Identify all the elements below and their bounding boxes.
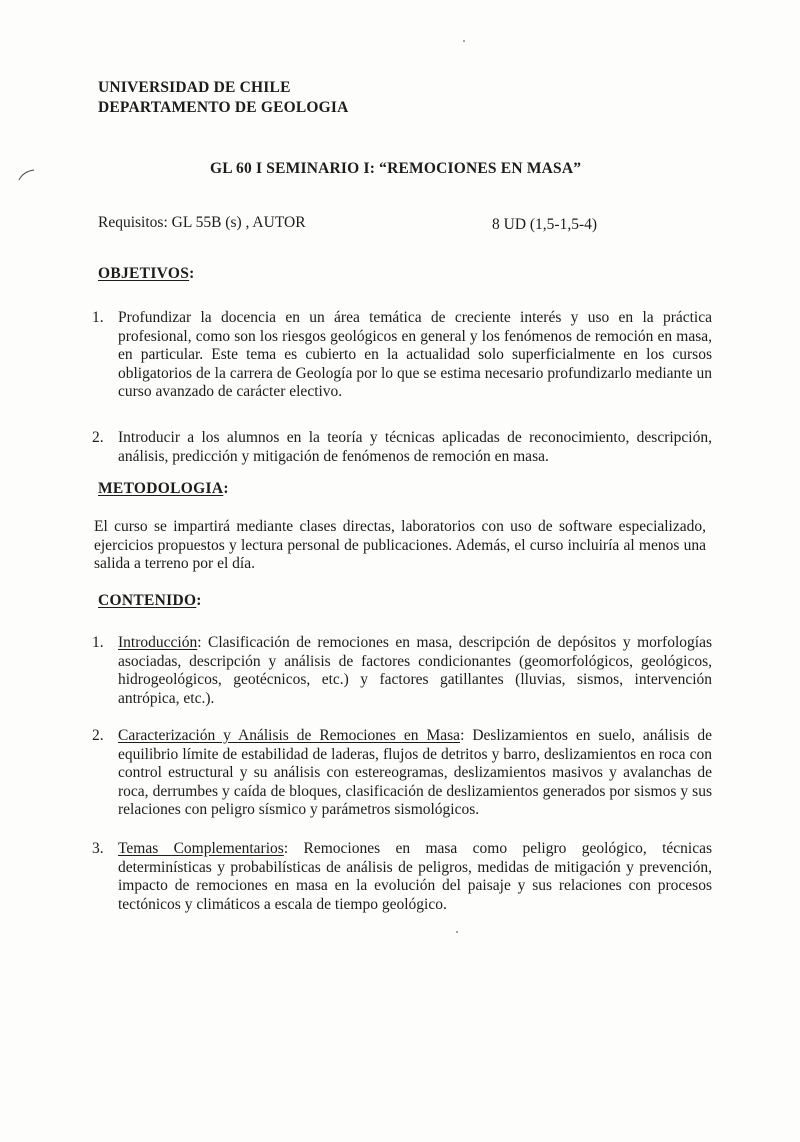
scan-speck — [456, 931, 458, 933]
requirements-row — [98, 214, 710, 232]
content-item: 2. Caracterización y Análisis de Remociones en Masa: Deslizamientos en suelo, análisis de equilibrio límite de estabilidad de laderas, flujos de detritos y barro, deslizamientos en roca con control estructural y su análisis con estereogramas, deslizamientos masivos y avalanchas de roca, derrumbes y caída de bloques, clasificación de deslizamientos generados por sismos y sus relaciones con peligro sísmico y parámetros sismológicos. — [92, 727, 712, 818]
item-title: Caracterización y Análisis de Remociones en Masa — [118, 727, 461, 744]
item-text: Remociones en masa como peligro geológico, técnicas determinísticas y probabilísticas de análisis de peligros, medidas de mitigación y prevención, impacto de remociones en masa en la evolución del paisaje y sus relaciones con procesos tectónicos y climáticos a escala de tiempo geológico. — [118, 840, 713, 913]
item-number: 3. — [92, 840, 104, 857]
item-title: Temas Complementarios — [118, 840, 284, 857]
item-text: Introducir a los alumnos en la teoría y técnicas aplicadas de reconocimiento, descripción, análisis, predicción y mitigación de fenómenos de remoción en masa. — [118, 429, 712, 465]
item-number: 1. — [92, 634, 104, 651]
objective-item — [92, 309, 712, 402]
objectives-heading: OBJETIVOS: — [98, 265, 195, 282]
units-text: 8 UD (1,5-1,5-4) — [492, 216, 598, 233]
methodology-text: El curso se impartirá mediante clases directas, laboratorios con uso de software especializado, ejercicios propuestos y lectura personal de publicaciones. Además, el curso incluiría al menos una salida a terreno por el día. — [94, 518, 706, 572]
course-title: GL 60 I SEMINARIO I: “REMOCIONES EN MASA” — [210, 160, 582, 177]
item-number: 2. — [92, 727, 104, 744]
item-text: Clasificación de remociones en masa, descripción de depósitos y morfologías asociadas, descripción y análisis de factores condicionantes (geomorfológicos, geológicos, hidrogeológicos, geotécnicos, etc.) y factores gatillantes (lluvias, sismos, intervención antrópica, etc.). — [118, 634, 712, 707]
item-text: Profundizar la docencia en un área temática de creciente interés y uso en la práctica profesional, como son los riesgos geológicos en general y los fenómenos de remoción en masa, en particular. Este tema es cubierto en la actualidad solo superficialmente en los cursos obligatorios de la carrera de Geología por lo que se estima necesario profundizarlo mediante un curso avanzado de carácter electivo. — [118, 309, 712, 400]
scan-speck — [463, 40, 465, 42]
content-item: 3. Temas Complementarios: Remociones en masa como peligro geológico, técnicas determinísticas y probabilísticas de análisis de peligros, medidas de mitigación y prevención, impacto de remociones en masa en la evolución del paisaje y sus relaciones con procesos tectónicos y climáticos a escala de tiempo geológico. — [92, 840, 713, 913]
department-name: DEPARTAMENTO DE GEOLOGIA — [98, 99, 349, 116]
item-text: Deslizamientos en suelo, análisis de equilibrio límite de estabilidad de laderas, flujos de detritos y barro, deslizamientos en roca con control estructural y su análisis con estereogramas, deslizamientos masivos y avalanchas de roca, derrumbes y caída de bloques, clasificación de deslizamientos generados por sismos y sus relaciones con peligro sísmico y parámetros sismológicos. — [118, 727, 712, 818]
item-title: Introducción — [118, 634, 198, 651]
content-item: 1. Introducción: Clasificación de remociones en masa, descripción de depósitos y morfologías asociadas, descripción y análisis de factores condicionantes (geomorfológicos, geológicos, hidrogeológicos, geotécnicos, etc.) y factores gatillantes (lluvias, sismos, intervención antrópica, etc.). — [92, 634, 712, 707]
item-number: 2. — [92, 429, 104, 446]
objective-item — [92, 429, 712, 466]
methodology-heading: METODOLOGIA: — [98, 480, 229, 497]
university-name: UNIVERSIDAD DE CHILE — [98, 79, 291, 96]
item-number: 1. — [92, 309, 104, 326]
institution-header — [98, 78, 349, 118]
pen-mark — [18, 168, 36, 182]
content-heading: CONTENIDO: — [98, 592, 202, 609]
requirements-text: Requisitos: GL 55B (s) , AUTOR — [98, 214, 306, 231]
